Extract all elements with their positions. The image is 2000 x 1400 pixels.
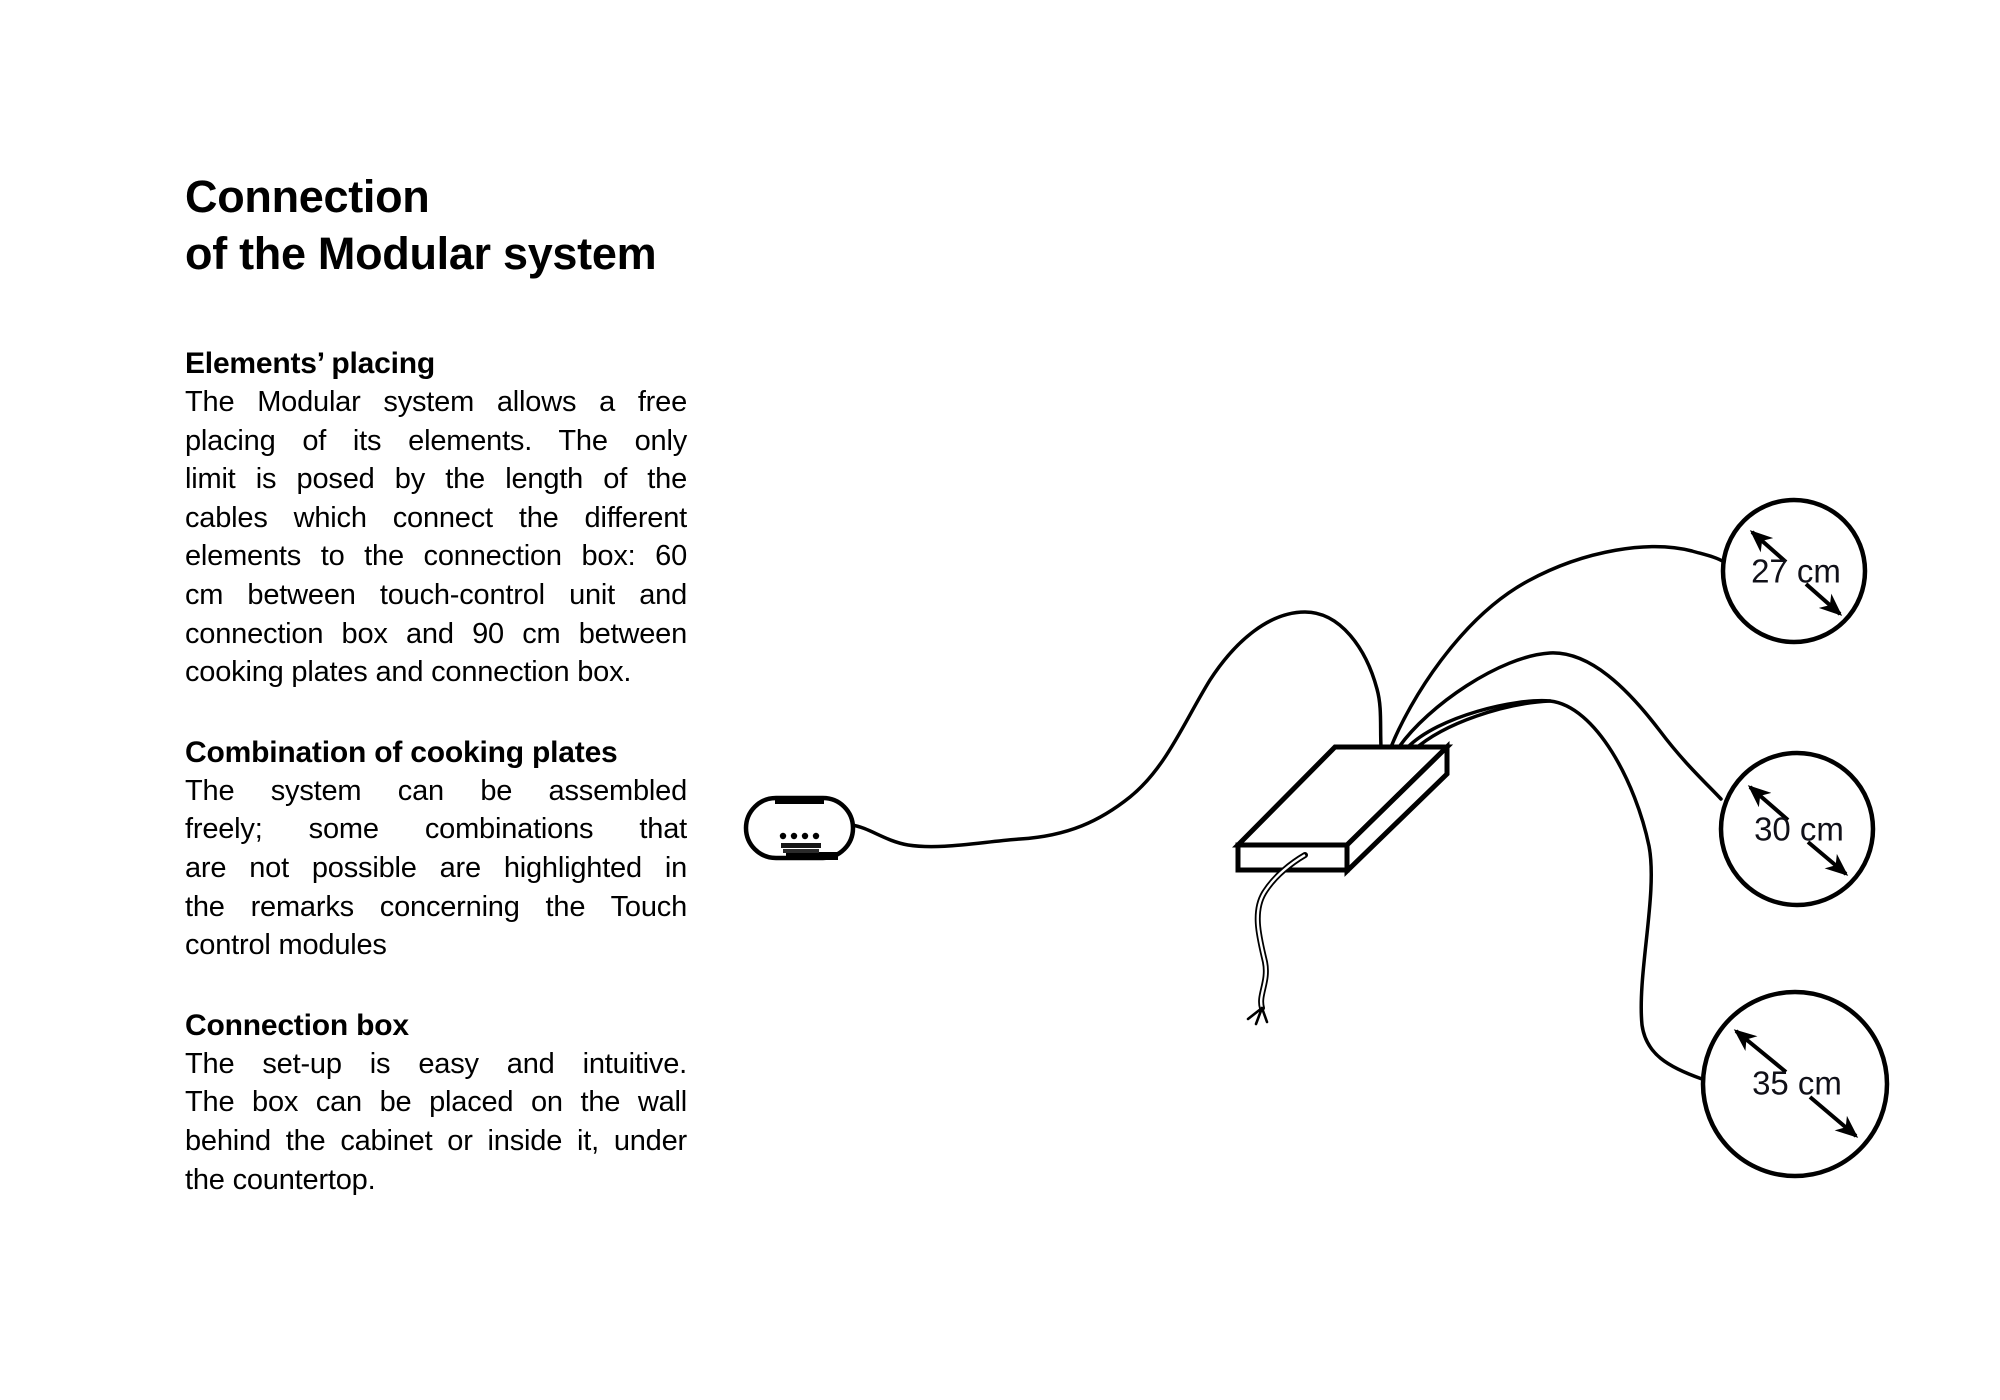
dot-icon	[791, 833, 797, 839]
body-text-line: are not possible are highlighted in	[185, 851, 687, 884]
touch-control-unit	[746, 798, 853, 858]
plate-27cm	[1723, 500, 1865, 642]
body-text-line: The system can be assembled	[185, 774, 687, 807]
section-heading: Combination of cooking plates	[185, 735, 618, 769]
dot-icon	[780, 833, 786, 839]
power-cord	[1248, 855, 1305, 1024]
body-text-line: placing of its elements. The only	[185, 424, 687, 457]
body-text-line: freely; some combinations that	[185, 813, 687, 846]
connection-box	[1238, 747, 1447, 871]
page-title-line-1: Connection	[185, 171, 430, 222]
power-cord-wires	[1248, 1008, 1267, 1024]
section-heading: Elements’ placing	[185, 347, 436, 380]
body-text-line: The set-up is easy and intuitive.	[185, 1047, 687, 1080]
body-text-line: the remarks concerning the Touch	[185, 890, 687, 923]
body-text-line: cooking plates and connection box.	[185, 656, 632, 689]
body-text-line: behind the cabinet or inside it, under	[185, 1124, 687, 1157]
body-text-line: cables which connect the different	[185, 501, 687, 534]
power-cord-inner	[1258, 855, 1305, 1008]
plate-30cm-label: 30 cm	[1754, 810, 1844, 848]
plate-35cm-label: 35 cm	[1752, 1064, 1842, 1102]
cable-plate-35cm	[1407, 701, 1702, 1079]
body-text-line: elements to the connection box: 60	[185, 540, 687, 573]
plate-27cm-label: 27 cm	[1751, 552, 1841, 590]
body-text-line: The box can be placed on the wall	[185, 1086, 687, 1119]
section-heading: Connection box	[185, 1008, 409, 1042]
body-text-line: connection box and 90 cm between	[185, 617, 687, 650]
body-text-line: cm between touch-control unit and	[185, 578, 687, 611]
touch-control-microtext	[781, 843, 821, 853]
dot-icon	[813, 833, 819, 839]
body-text-line: the countertop.	[185, 1163, 376, 1196]
body-text-line: The Modular system allows a free	[185, 386, 687, 418]
plate-30cm	[1721, 753, 1873, 905]
body-text-line: control modules	[185, 929, 387, 962]
body-text-line: limit is posed by the length of the	[185, 463, 687, 496]
page-title-line-2: of the Modular system	[185, 228, 657, 279]
dot-icon	[802, 833, 808, 839]
plate-35cm	[1703, 992, 1887, 1176]
cable-plate-27cm	[1391, 547, 1724, 747]
